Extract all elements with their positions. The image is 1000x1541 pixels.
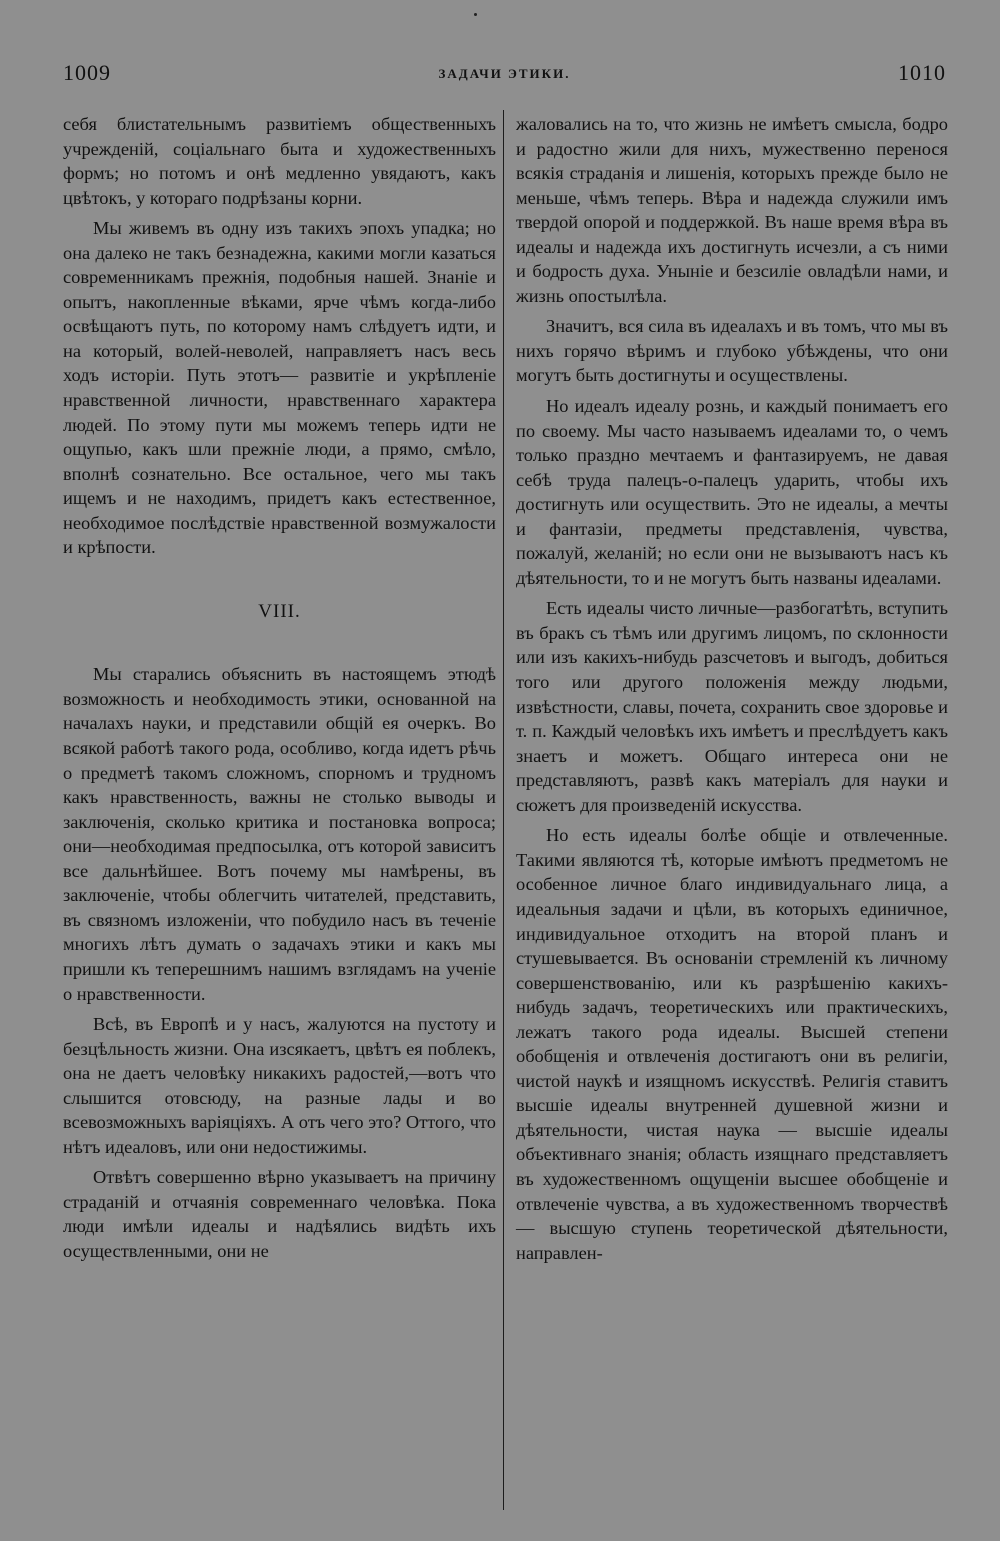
right-column xyxy=(516,112,948,1265)
paragraph: Но есть идеалы болѣе общіе и отвлеченные. Такими являются тѣ, которые имѣютъ предметомъ не особенное личное благо индивидуальнаго лица, а идеальныя задачи и цѣли, въ которыхъ единичное, индивидуальное отходитъ на второй планъ и стушевывается. Въ основаніи стремленій къ личному совершенствованію, или къ разрѣшенію какихъ-нибудь задачъ, теоретическихъ или практическихъ, лежатъ такого рода идеалы. Высшей степени обобщенія и отвлеченія достигаютъ они въ религіи, чистой наукѣ и изящномъ искусствѣ. Религія ставитъ высшіе идеалы внутренней душевной жизни и дѣятельности, чистая наука — высшіе идеалы объективнаго знанія; область изящнаго представляетъ въ художественномъ ощущеніи высшее обобщеніе и отвлеченіе чувства, а въ художественномъ творчествѣ — высшую ступень теоретической дѣятельности, направлен- xyxy=(516,825,948,1263)
section-heading: VIII. xyxy=(258,600,301,622)
paragraph: Значитъ, вся сила въ идеалахъ и въ томъ, что мы въ нихъ горячо вѣримъ и глубоко убѣждены, что они могутъ быть достигнуты и осуществлены. xyxy=(516,316,948,386)
column-divider xyxy=(503,110,504,1510)
paragraph: Но идеалъ идеалу рознь, и каждый понимаетъ его по своему. Мы часто называемъ идеалами то, о чемъ только праздно мечтаемъ и фантазируемъ, не давая себѣ труда палецъ-о-палецъ ударить, чтобы ихъ достигнуть или осуществить. Это не идеалы, а мечты и фантазіи, предметы представленія, чувства, пожалуй, желаній; но если они не вызываютъ насъ къ дѣятельности, то и не могутъ быть названы идеалами. xyxy=(516,396,948,588)
right-page-number: 1010 xyxy=(898,60,946,85)
paragraph: Мы старались объяснить въ настоящемъ этюдѣ возможность и необходимость этики, основанной на началахъ науки, и представили общій ея очеркъ. Во всякой работѣ такого рода, особливо, когда идетъ рѣчь о предметѣ такомъ сложномъ, спорномъ и трудномъ какъ нравственность, важны не столько выводы и заключенія, сколько критика и постановка вопроса; они—необходимая предпосылка, отъ которой зависитъ все дальнѣйшее. Вотъ почему мы намѣрены, въ заключеніе, чтобы облегчить читателей, представить, въ связномъ изложеніи, что побудило насъ въ теченіе многихъ лѣтъ думать о задачахъ этики и какъ мы пришли къ теперешнимъ нашимъ взглядамъ на ученіе о нравственности. xyxy=(63,664,496,1004)
paragraph: Отвѣтъ совершенно вѣрно указываетъ на причину страданій и отчаянія современнаго человѣка. Пока люди имѣли идеалы и надѣялись видѣть ихъ осуществленными, они не xyxy=(63,1167,496,1261)
running-title: ЗАДАЧИ ЭТИКИ. xyxy=(438,66,571,81)
paragraph: жаловались на то, что жизнь не имѣетъ смысла, бодро и радостно жили для нихъ, мужественно перенося всякія страданія и лишенія, которыхъ прежде было не меньше, чѣмъ теперь. Вѣра и надежда служили имъ твердой опорой и поддержкой. Въ наше время вѣра въ идеалы и надежда ихъ достигнуть исчезли, а съ ними и бодрость духа. Уныніе и безсиліе овладѣли нами, и жизнь опостылѣла. xyxy=(516,114,948,306)
paragraph: себя блистательнымъ развитіемъ общественныхъ учрежденій, соціальнаго быта и художественныхъ формъ; но потомъ и онѣ медленно увядаютъ, какъ цвѣтокъ, у котораго подрѣзаны корни. xyxy=(63,114,496,208)
page-header xyxy=(63,60,946,90)
print-speck xyxy=(474,13,477,16)
left-column xyxy=(63,112,496,1264)
paragraph: Мы живемъ въ одну изъ такихъ эпохъ упадка; но она далеко не такъ безнадежна, какими могли казаться современникамъ прежнія, подобныя нашей. Знаніе и опытъ, накопленные вѣками, ярче чѣмъ когда-либо освѣщаютъ путь, по которому намъ слѣдуетъ идти, и на который, волей-неволей, направляетъ насъ весь ходъ исторіи. Путь этотъ— развитіе и укрѣпленіе нравственной личности, нравственнаго характера людей. По этому пути мы можемъ теперь идти не ощупью, какъ шли прежніе люди, а прямо, смѣло, вполнѣ сознательно. Все остальное, чего мы такъ ищемъ и не находимъ, придетъ какъ естественное, необходимое послѣдствіе нравственной возмужалости и крѣпости. xyxy=(63,218,496,558)
paragraph: Есть идеалы чисто личные—разбогатѣть, вступить въ бракъ съ тѣмъ или другимъ лицомъ, по склонности или изъ какихъ-нибудь разсчетовъ и выгодъ, добиться того или другого положенія между людьми, извѣстности, славы, почета, сохранить свое здоровье и т. п. Каждый человѣкъ ихъ имѣетъ и преслѣдуетъ какъ знаетъ и можетъ. Общаго интереса они не представляютъ, развѣ какъ матеріалъ для науки и сюжетъ для произведеній искусства. xyxy=(516,598,948,815)
paragraph: Всѣ, въ Европѣ и у насъ, жалуются на пустоту и безцѣльность жизни. Она изсякаетъ, цвѣтъ ея поблекъ, она не даетъ человѣку никакихъ радостей,—вотъ что слышится отовсюду, на разные лады и во всевозможныхъ варіяціяхъ. А отъ чего это? Оттого, что нѣтъ идеаловъ, или они недостижимы. xyxy=(63,1014,496,1157)
left-page-number: 1009 xyxy=(63,60,111,85)
